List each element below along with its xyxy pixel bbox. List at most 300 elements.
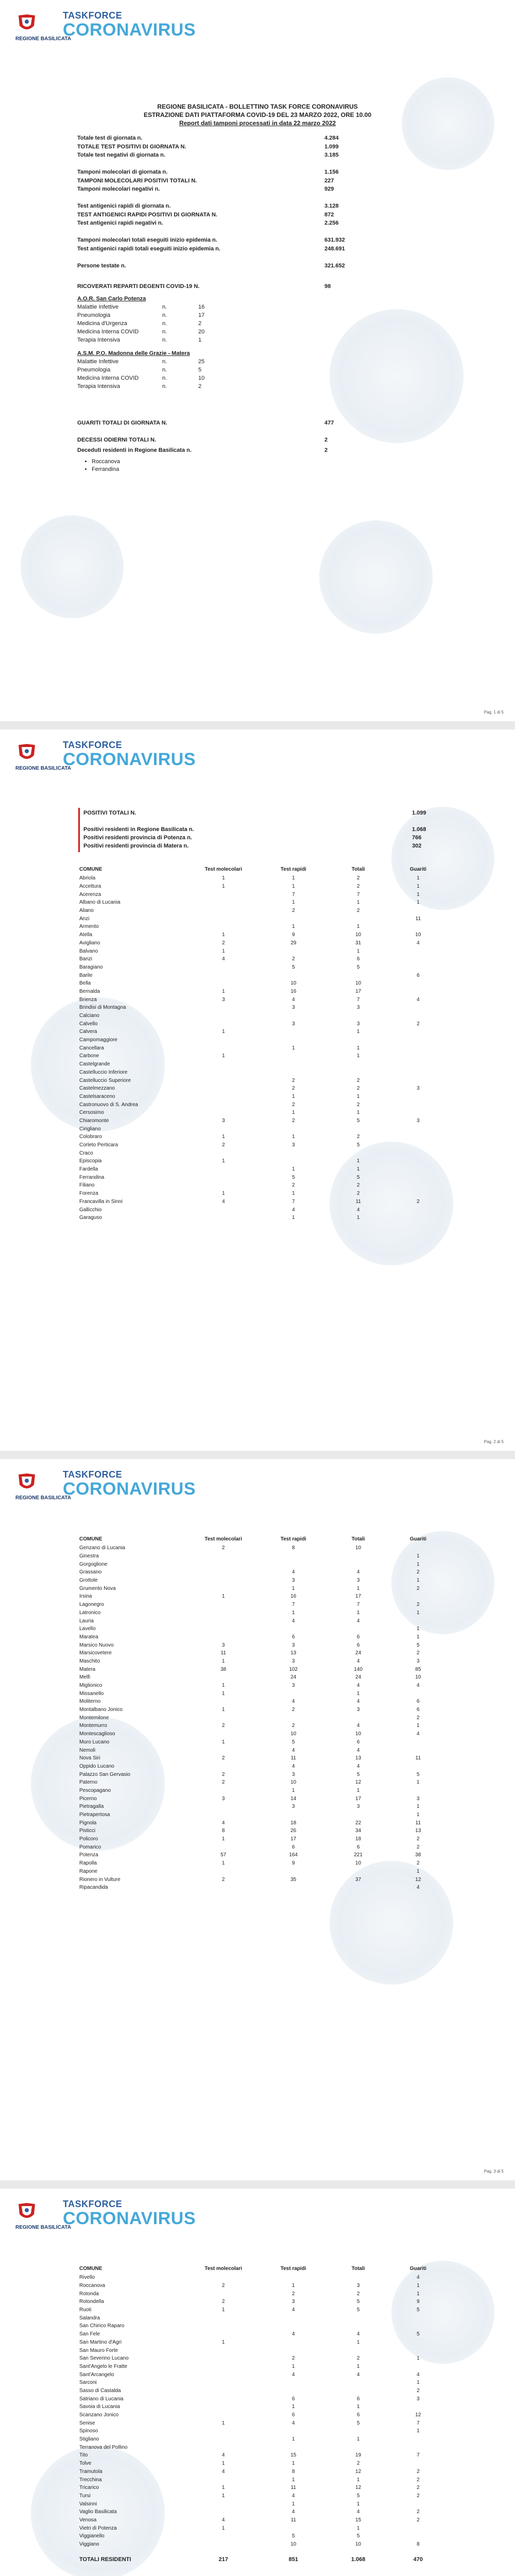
cell-value [329, 1060, 388, 1069]
table-row [77, 1181, 448, 1190]
bulletin-title: REGIONE BASILICATA - BOLLETTINO TASK FORCE CORONAVIRUS [157, 103, 358, 110]
cell-value: 2 [221, 1545, 225, 1551]
cell-value: 3 [291, 1658, 295, 1664]
cell-value [188, 2403, 259, 2411]
cell-value [259, 2346, 329, 2354]
table-row [77, 1544, 448, 1552]
table-row [77, 883, 448, 891]
table-row [77, 2322, 448, 2330]
cell-value [188, 1714, 259, 1722]
total-value: 217 [218, 2556, 228, 2563]
cell-value: 2 [221, 1755, 225, 1761]
table-row [77, 874, 448, 883]
cell-value: 3 [417, 1795, 420, 1802]
cell-value: 3 [291, 2299, 295, 2305]
cell-value: 2 [222, 940, 225, 946]
table-row [77, 1762, 448, 1771]
table-row [77, 2395, 448, 2403]
cell-value [329, 1552, 388, 1561]
comune-name: Palazzo San Gervasio [79, 1771, 130, 1777]
comune-name: Sasso di Castalda [79, 2387, 121, 2394]
brand-main: CORONAVIRUS [63, 2209, 196, 2228]
table-row [77, 2290, 448, 2298]
virus-decoration-icon [330, 309, 464, 443]
cell-value [188, 1214, 259, 1222]
cell-value [188, 1109, 259, 1117]
cell-value: 6 [291, 1844, 295, 1850]
cell-value: 1 [222, 988, 225, 994]
cell-value [259, 2524, 329, 2532]
cell-value: 1 [417, 884, 420, 890]
virus-decoration-icon [21, 515, 124, 618]
cell-value [188, 1012, 259, 1020]
comune-name: Pietragalla [79, 1804, 104, 1810]
comune-name: Castelsaraceno [79, 1093, 115, 1099]
cell-value: 14 [290, 1795, 297, 1802]
cell-value: 6 [356, 2412, 360, 2418]
table-row [77, 1682, 448, 1690]
cell-value [329, 1884, 388, 1892]
table-row [77, 1100, 448, 1109]
cell-value [388, 2460, 448, 2468]
cell-value: 2 [221, 2283, 225, 2289]
cell-value [388, 963, 448, 972]
cell-value: 1 [291, 1609, 295, 1616]
table-row [77, 1673, 448, 1682]
comune-name: Bella [79, 980, 91, 987]
comune-name: Rapolla [79, 1860, 97, 1867]
cell-value: 11 [290, 1755, 296, 1761]
cell-value: 1 [291, 1585, 295, 1591]
cell-value [388, 988, 448, 996]
region-label: REGIONE BASILICATA [15, 36, 71, 42]
cell-value [188, 2274, 259, 2282]
table-row [77, 1835, 448, 1843]
column-header: Totali [351, 1536, 365, 1542]
cell-value [329, 1625, 388, 1633]
cell-value [259, 1625, 329, 1633]
cell-value [388, 1109, 448, 1117]
positivi-label: Positivi residenti provincia di Potenza n. [83, 835, 192, 841]
cell-value [329, 1125, 388, 1133]
cell-value: 38 [415, 1852, 421, 1858]
cell-value: 5 [356, 1771, 360, 1777]
table-row [77, 2282, 448, 2290]
table-row [77, 988, 448, 996]
comune-name: Senise [79, 2420, 95, 2426]
cell-value: 2 [417, 2493, 420, 2499]
page-number: Pag. 2 di 5 [484, 1439, 504, 1444]
cell-value: 5 [356, 1117, 360, 1124]
comune-name: Marsicovetere [79, 1650, 112, 1656]
cell-value [188, 1552, 259, 1561]
cell-value [188, 1060, 259, 1069]
ward-value: 10 [198, 375, 205, 381]
comune-name: Montemurro [79, 1723, 107, 1729]
cell-value: 1 [292, 1166, 295, 1173]
cell-value: 2 [417, 2517, 420, 2523]
cell-value: 2 [291, 2291, 295, 2297]
table-row [77, 2314, 448, 2322]
comune-name: Rionero in Vulture [79, 1876, 121, 1883]
total-value: 851 [288, 2556, 298, 2563]
cell-value: 5 [417, 1771, 420, 1777]
table-row [77, 1601, 448, 1609]
cell-value [188, 2500, 259, 2508]
comune-name: Rapone [79, 1868, 98, 1874]
cell-value: 4 [356, 1207, 360, 1213]
cell-value: 4 [292, 1207, 295, 1213]
cell-value: 6 [356, 2396, 360, 2402]
comune-name: Pescopagano [79, 1787, 111, 1793]
cell-value: 3 [221, 1795, 225, 1802]
cell-value: 4 [292, 996, 295, 1003]
comune-name: Ripacandida [79, 1885, 108, 1891]
comune-name: Forenza [79, 1191, 98, 1197]
column-header: COMUNE [79, 1536, 102, 1542]
cell-value: 2 [356, 1191, 360, 1197]
comune-name: Tramutola [79, 2468, 102, 2475]
cell-value: 8 [291, 1545, 295, 1551]
table-row [77, 923, 448, 931]
spacer-row [77, 2548, 448, 2555]
cell-value [188, 2379, 259, 2387]
cell-value: 6 [417, 1699, 420, 1705]
cell-value: 1 [356, 924, 360, 930]
page-number: Pag. 1 di 5 [484, 710, 504, 715]
cell-value: 3 [417, 1086, 420, 1092]
cell-value: 164 [289, 1852, 298, 1858]
table-row [77, 1109, 448, 1117]
table-row [77, 2427, 448, 2435]
cell-value [188, 890, 259, 899]
cell-value: 1 [221, 2525, 225, 2531]
cell-value [188, 1609, 259, 1617]
cell-value [188, 907, 259, 915]
table-row [77, 1738, 448, 1747]
cell-value: 2 [291, 2355, 295, 2362]
cell-value [329, 1868, 388, 1876]
cell-value: 2 [221, 2299, 225, 2305]
cell-value: 2 [417, 1860, 420, 1867]
cell-value: 2 [356, 1077, 360, 1083]
table-row [77, 2363, 448, 2371]
comune-name: Castelmezzano [79, 1086, 115, 1092]
cell-value: 2 [417, 1715, 420, 1721]
cell-value: 2 [356, 908, 360, 914]
cell-value: 1 [221, 1594, 225, 1600]
cell-value: 1 [222, 884, 225, 890]
list-item: • Ferrandina [92, 466, 120, 472]
comune-name: Castronuovo di S. Andrea [79, 1101, 138, 1108]
cell-value [188, 1165, 259, 1174]
cell-value [188, 1125, 259, 1133]
summary-label: Test antigenici rapidi totali eseguiti inizio epidemia n. [77, 245, 220, 252]
cell-value [188, 2435, 259, 2444]
table-row [77, 2443, 448, 2451]
cell-value: 11 [355, 1198, 361, 1205]
cell-value [188, 1787, 259, 1795]
cell-value: 1 [291, 1787, 295, 1793]
table-row [77, 2298, 448, 2306]
column-header: Test molecolari [204, 1536, 242, 1542]
comune-name: Acerenza [79, 891, 101, 897]
comune-name: Cersosimo [79, 1110, 104, 1116]
summary-value: 872 [324, 211, 334, 218]
comune-name: Carbone [79, 1053, 99, 1059]
cell-value: 10 [290, 2541, 297, 2548]
cell-value: 1 [222, 1191, 225, 1197]
cell-value: 5 [356, 2307, 360, 2313]
comune-name: Armento [79, 924, 99, 930]
cell-value: 5 [356, 1142, 360, 1148]
positivi-value: 1.099 [412, 810, 426, 816]
column-header: Test molecolari [204, 2266, 242, 2272]
cell-value [259, 2338, 329, 2347]
cell-value [188, 1149, 259, 1157]
comune-name: Satriano di Lucania [79, 2396, 124, 2402]
ward-label: Medicina d'Urgenza [77, 320, 127, 327]
cell-value: 11 [220, 1650, 226, 1656]
cell-value: 4 [222, 956, 225, 962]
comune-name: Gallicchio [79, 1207, 102, 1213]
cell-value [188, 1084, 259, 1093]
cell-value: 3 [356, 1005, 360, 1011]
cell-value: 1 [356, 1029, 360, 1035]
cell-value [388, 1069, 448, 1077]
cell-value: 9 [417, 2299, 420, 2305]
cell-value: 2 [292, 1182, 295, 1189]
cell-value: 6 [291, 2412, 295, 2418]
cell-value [188, 1884, 259, 1892]
cell-value [259, 1714, 329, 1722]
cell-value: 1 [356, 2477, 360, 2483]
comune-name: Pomarico [79, 1844, 101, 1850]
cell-value: 3 [417, 1658, 420, 1664]
cell-value [388, 1746, 448, 1754]
cell-value [329, 1560, 388, 1568]
cell-value: 24 [355, 1674, 362, 1681]
table-row [77, 1625, 448, 1633]
cell-value: 4 [417, 1885, 420, 1891]
cell-value [188, 1181, 259, 1190]
summary-label: Test antigenici rapidi di giornata n. [77, 203, 171, 209]
comune-name: Pisticci [79, 1828, 96, 1834]
comune-name: Montemilone [79, 1715, 109, 1721]
cell-value [188, 2532, 259, 2540]
cell-value: 1 [417, 2380, 420, 2386]
cell-value: 2 [417, 1836, 420, 1842]
cell-value [388, 2524, 448, 2532]
table-row [77, 1028, 448, 1036]
cell-value: 17 [355, 1594, 362, 1600]
table-row [77, 1133, 448, 1141]
cell-value [259, 2443, 329, 2451]
table-row [77, 1149, 448, 1157]
positivi-label: Positivi residenti in Regione Basilicata n. [83, 826, 194, 833]
cell-value [188, 1730, 259, 1738]
cell-value [259, 1552, 329, 1561]
cell-value [188, 2346, 259, 2354]
cell-value: 5 [417, 2331, 420, 2337]
cell-value [188, 1044, 259, 1052]
cell-value: 13 [415, 1828, 421, 1834]
comune-name: Tricarico [79, 2485, 99, 2491]
cell-value [259, 1157, 329, 1165]
ward-label: Pneumologia [77, 367, 111, 373]
comune-name: Matera [79, 1666, 96, 1672]
cell-value: 5 [292, 964, 295, 970]
column-header: Test rapidi [280, 867, 306, 872]
cell-value [259, 914, 329, 923]
table-row [77, 2468, 448, 2476]
cell-value: 2 [291, 1707, 295, 1713]
cell-value: 1 [292, 1191, 295, 1197]
cell-value: 10 [355, 980, 362, 987]
summary-value: 227 [324, 177, 334, 184]
cell-value [388, 2443, 448, 2451]
cell-value: 5 [356, 964, 360, 970]
cell-value: 13 [355, 1755, 362, 1761]
cell-value: 10 [355, 932, 362, 938]
cell-value: 1 [221, 2339, 225, 2345]
cell-value: 1 [356, 1215, 360, 1221]
cell-value [259, 2379, 329, 2387]
cell-value: 24 [355, 1650, 362, 1656]
column-header: COMUNE [79, 2266, 102, 2272]
comune-name: San Fele [79, 2331, 100, 2337]
summary-value: 321.652 [324, 262, 345, 269]
cell-value [388, 1012, 448, 1020]
cell-value: 1 [417, 1609, 420, 1616]
comuni-table [77, 867, 448, 1222]
region-label: REGIONE BASILICATA [15, 1495, 71, 1501]
table-row [77, 1592, 448, 1601]
cell-value: 16 [290, 988, 297, 994]
cell-value [388, 923, 448, 931]
comune-name: Gorgoglione [79, 1561, 108, 1567]
cell-value: 2 [417, 2509, 420, 2515]
ward-value: 20 [198, 329, 205, 335]
ward-value: 16 [198, 304, 205, 310]
comune-name: Marsico Nuovo [79, 1642, 114, 1648]
cell-value: 4 [291, 2493, 295, 2499]
cell-value [188, 1076, 259, 1084]
comune-name: Brienza [79, 996, 97, 1003]
comune-name: Craco [79, 1150, 93, 1156]
cell-value [259, 2387, 329, 2395]
cell-value [388, 1617, 448, 1625]
column-header: Guariti [409, 1536, 426, 1542]
cell-value [188, 971, 259, 979]
comune-name: Missanello [79, 1690, 104, 1697]
ward-n: n. [162, 375, 167, 381]
aor-title: A.O.R. San Carlo Potenza [77, 296, 146, 302]
cell-value: 2 [417, 1585, 420, 1591]
brand-top: TASKFORCE [63, 1469, 123, 1480]
cell-value: 9 [291, 1860, 295, 1867]
table-row [77, 2524, 448, 2532]
table-row [77, 1552, 448, 1561]
cell-value: 4 [356, 1618, 360, 1624]
cell-value: 10 [355, 1860, 362, 1867]
cell-value: 4 [222, 1198, 225, 1205]
cell-value [329, 1149, 388, 1157]
cell-value [388, 2500, 448, 2508]
cell-value: 22 [355, 1820, 362, 1826]
comuni-table [77, 2266, 448, 2564]
cell-value: 19 [355, 2452, 362, 2459]
table-header-row [77, 867, 448, 874]
cell-value [188, 2387, 259, 2395]
cell-value: 57 [220, 1852, 227, 1858]
table-row [77, 1843, 448, 1851]
table-row [77, 2387, 448, 2395]
table-row [77, 1617, 448, 1625]
table-row [77, 1875, 448, 1884]
cell-value: 1 [417, 1780, 420, 1786]
table-row [77, 2403, 448, 2411]
table-row [77, 1746, 448, 1754]
table-header-row [77, 1536, 448, 1544]
comune-name: Sant'Angelo le Fratte [79, 2363, 128, 2369]
comune-name: Paterno [79, 1780, 98, 1786]
cell-value: 4 [356, 2331, 360, 2337]
cell-value [388, 1133, 448, 1141]
cell-value: 4 [417, 996, 420, 1003]
comune-name: Genzano di Lucania [79, 1545, 125, 1551]
comune-name: Accettura [79, 884, 101, 890]
cell-value [329, 2379, 388, 2387]
comune-name: Brindisi di Montagna [79, 1005, 126, 1011]
table-row [77, 1568, 448, 1577]
ward-label: Malattie Infettive [77, 359, 119, 365]
cell-value: 13 [290, 1650, 297, 1656]
cell-value: 2 [292, 956, 295, 962]
cell-value: 1 [417, 875, 420, 882]
cell-value: 5 [356, 1174, 360, 1180]
cell-value: 1 [291, 2363, 295, 2369]
cell-value: 1 [291, 2404, 295, 2410]
table-row [77, 1214, 448, 1222]
table-row [77, 2460, 448, 2468]
deceduti-comuni [82, 459, 120, 474]
cell-value [188, 1746, 259, 1754]
brand-top: TASKFORCE [63, 10, 123, 21]
comune-name: Ginestra [79, 1553, 99, 1560]
ward-label: Terapia Intensiva [77, 337, 121, 343]
cell-value [188, 2370, 259, 2379]
cell-value: 1 [221, 2461, 225, 2467]
header [15, 740, 273, 771]
table-row [77, 1722, 448, 1730]
cell-value: 10 [415, 932, 421, 938]
cell-value: 3 [291, 1804, 295, 1810]
cell-value: 4 [291, 2371, 295, 2378]
summary-value: 248.691 [324, 245, 345, 252]
cell-value: 1 [292, 924, 295, 930]
cell-value: 3 [222, 996, 225, 1003]
cell-value: 4 [356, 1658, 360, 1664]
cell-value: 1 [291, 2283, 295, 2289]
cell-value: 2 [356, 1086, 360, 1092]
cell-value [388, 1206, 448, 1214]
comune-name: Avigliano [79, 940, 100, 946]
cell-value [259, 1069, 329, 1077]
cell-value: 1 [291, 2436, 295, 2443]
column-header: Test molecolari [204, 867, 243, 872]
cell-value: 4 [291, 2307, 295, 2313]
